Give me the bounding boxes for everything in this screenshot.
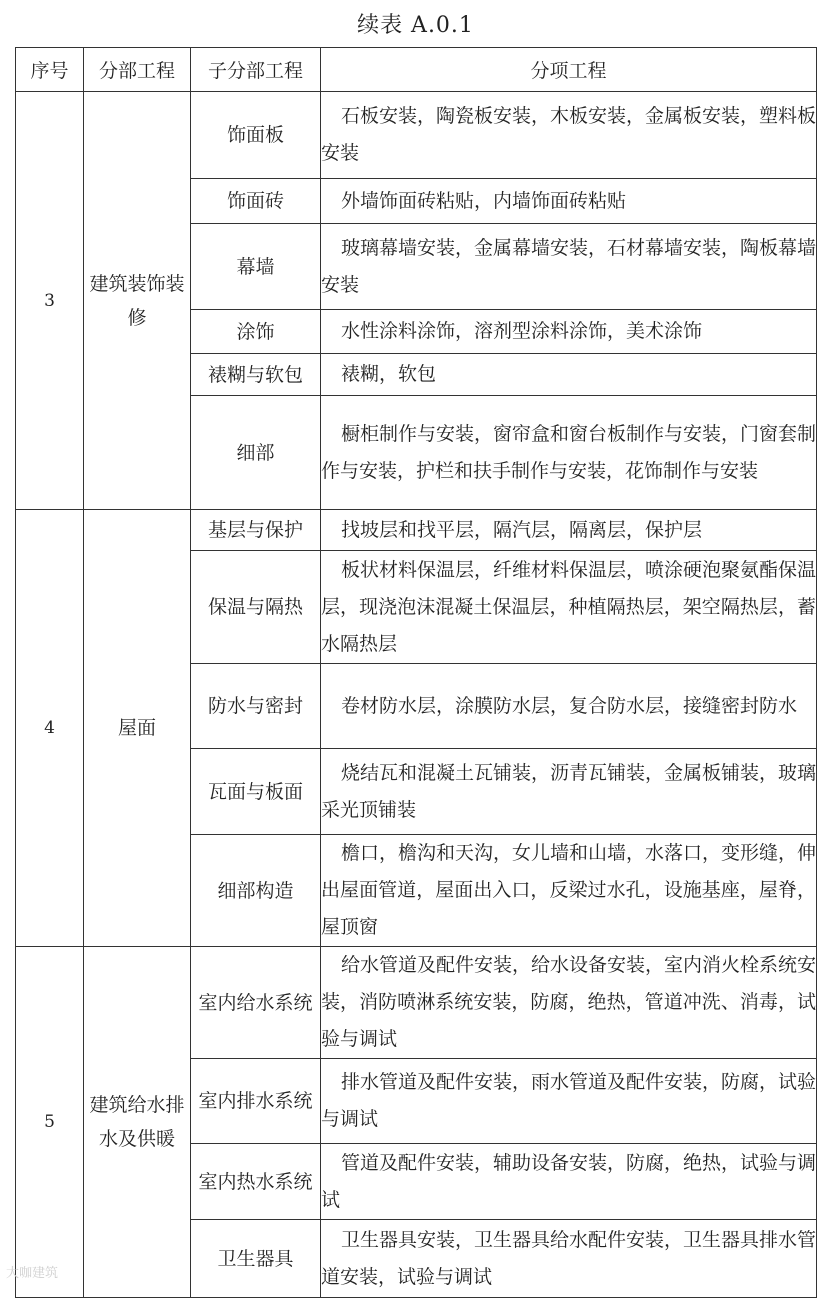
subdivision-name: 细部构造 [191, 835, 321, 947]
subdivision-name: 室内热水系统 [191, 1144, 321, 1220]
item-list: 卷材防水层，涂膜防水层，复合防水层，接缝密封防水 [321, 664, 817, 749]
table-row [16, 510, 817, 551]
item-list: 水性涂料涂饰，溶剂型涂料涂饰，美术涂饰 [321, 310, 817, 354]
construction-division-table [15, 47, 817, 1298]
item-list: 外墙饰面砖粘贴，内墙饰面砖粘贴 [321, 179, 817, 224]
subdivision-name: 室内给水系统 [191, 947, 321, 1059]
item-list: 找坡层和找平层，隔汽层，隔离层，保护层 [321, 510, 817, 551]
table-row [16, 947, 817, 1059]
division-name: 屋面 [84, 510, 191, 947]
item-list: 裱糊，软包 [321, 354, 817, 396]
subdivision-name: 保温与隔热 [191, 551, 321, 664]
subdivision-name: 室内排水系统 [191, 1059, 321, 1144]
item-list: 烧结瓦和混凝土瓦铺装，沥青瓦铺装，金属板铺装，玻璃采光顶铺装 [321, 749, 817, 835]
item-list: 橱柜制作与安装，窗帘盒和窗台板制作与安装，门窗套制作与安装，护栏和扶手制作与安装，花饰制作与安装 [321, 396, 817, 510]
row-number: 4 [16, 510, 84, 947]
subdivision-name: 防水与密封 [191, 664, 321, 749]
division-name: 建筑给水排水及供暖 [84, 947, 191, 1298]
item-list: 管道及配件安装，辅助设备安装，防腐，绝热，试验与调试 [321, 1144, 817, 1220]
division-name: 建筑装饰装修 [84, 92, 191, 510]
subdivision-name: 裱糊与软包 [191, 354, 321, 396]
subdivision-name: 卫生器具 [191, 1220, 321, 1298]
table-body [16, 92, 817, 1298]
header-no: 序号 [16, 48, 84, 92]
subdivision-name: 涂饰 [191, 310, 321, 354]
subdivision-name: 幕墙 [191, 224, 321, 310]
subdivision-name: 瓦面与板面 [191, 749, 321, 835]
item-list: 给水管道及配件安装，给水设备安装，室内消火栓系统安装，消防喷淋系统安装，防腐，绝热，管道冲洗、消毒，试验与调试 [321, 947, 817, 1059]
subdivision-name: 饰面板 [191, 92, 321, 179]
header-subdivision: 子分部工程 [191, 48, 321, 92]
item-list: 排水管道及配件安装，雨水管道及配件安装，防腐，试验与调试 [321, 1059, 817, 1144]
subdivision-name: 细部 [191, 396, 321, 510]
header-items: 分项工程 [321, 48, 817, 92]
subdivision-name: 基层与保护 [191, 510, 321, 551]
header-division: 分部工程 [84, 48, 191, 92]
table-header [16, 48, 817, 92]
table-row [16, 92, 817, 179]
watermark: 大咖建筑 [6, 1266, 59, 1281]
item-list: 檐口，檐沟和天沟，女儿墙和山墙，水落口，变形缝，伸出屋面管道，屋面出入口，反梁过水孔，设施基座，屋脊，屋顶窗 [321, 835, 817, 947]
item-list: 板状材料保温层，纤维材料保温层，喷涂硬泡聚氨酯保温层，现浇泡沫混凝土保温层，种植隔热层，架空隔热层，蓄水隔热层 [321, 551, 817, 664]
row-number: 3 [16, 92, 84, 510]
item-list: 玻璃幕墙安装，金属幕墙安装，石材幕墙安装，陶板幕墙安装 [321, 224, 817, 310]
item-list: 卫生器具安装，卫生器具给水配件安装，卫生器具排水管道安装，试验与调试 [321, 1220, 817, 1298]
row-number: 5 [16, 947, 84, 1298]
table-caption: 续表 A.0.1 [357, 13, 474, 38]
subdivision-name: 饰面砖 [191, 179, 321, 224]
item-list: 石板安装，陶瓷板安装，木板安装，金属板安装，塑料板安装 [321, 92, 817, 179]
